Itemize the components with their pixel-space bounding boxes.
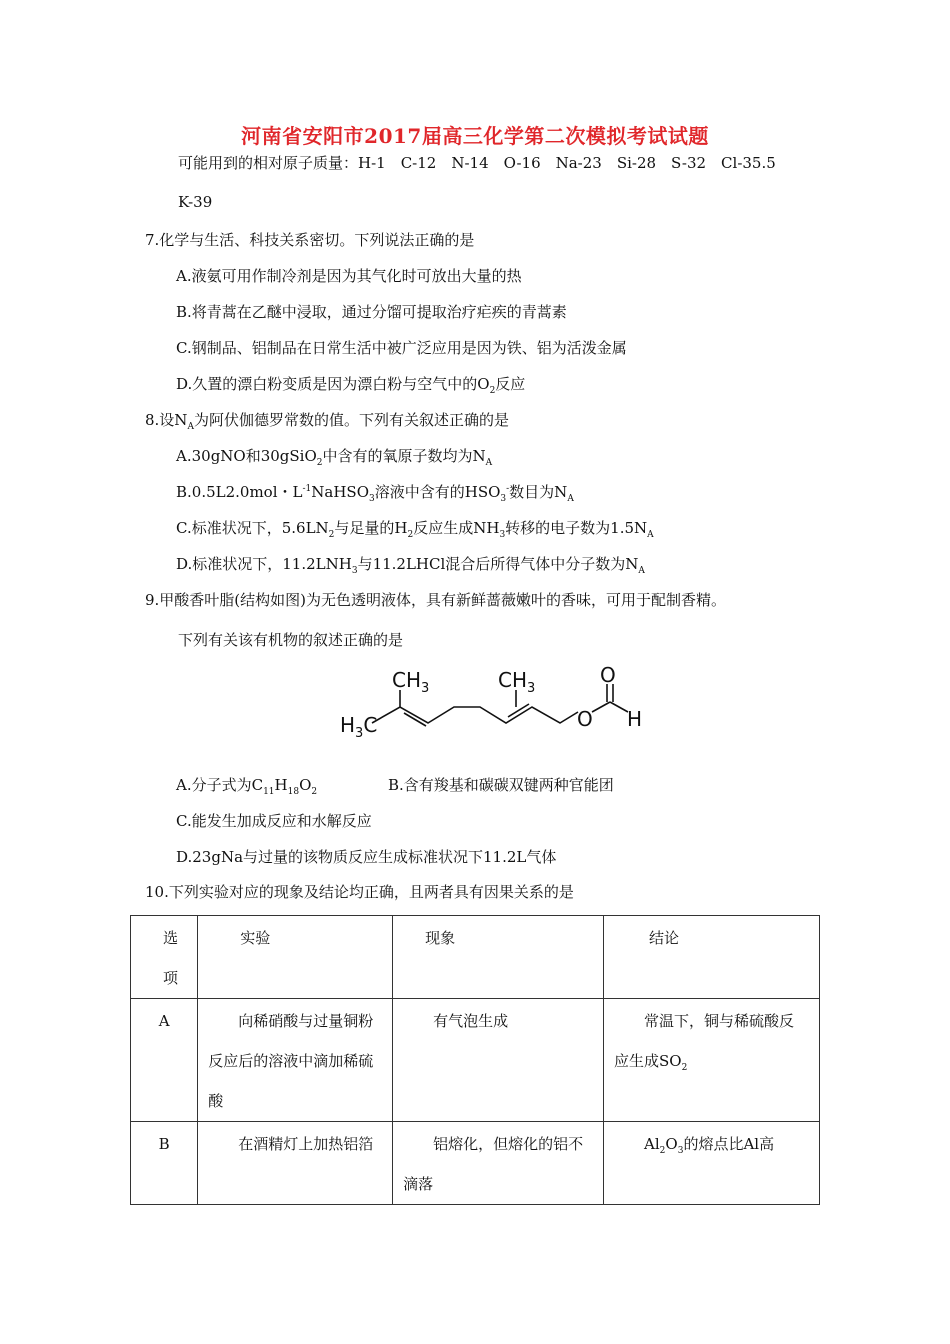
table-row xyxy=(131,999,820,1122)
q8-c-1: C.标准状况下，5.6LN xyxy=(176,519,329,537)
atomic-masses-line2: K-39 xyxy=(178,193,213,211)
q8-d-1: D.标准状况下，11.2LNH xyxy=(176,555,352,573)
q8-b-2: -1 xyxy=(302,484,312,494)
header-option xyxy=(131,916,198,999)
q8-c-8: A xyxy=(647,530,654,540)
row-b-conclusion-b: O xyxy=(665,1135,678,1153)
q8-b-3: NaHSO xyxy=(311,483,369,501)
q8-a-3: 中含有的氧原子数均为N xyxy=(322,447,486,465)
q7-option-d-post: 反应 xyxy=(495,375,526,393)
row-a-option xyxy=(131,999,198,1122)
row-a-phenomenon-text: 有气泡生成 xyxy=(433,1012,509,1030)
q7-option-c: C.钢制品、铝制品在日常生活中被广泛应用是因为铁、铝为活泼金属 xyxy=(176,339,627,357)
row-a-conclusion-pre: 常温下，铜与稀硫酸反应生成SO xyxy=(614,1012,795,1070)
q7-option-b: B.将青蒿在乙醚中浸取，通过分馏可提取治疗疟疾的青蒿素 xyxy=(176,303,567,321)
row-b-conclusion-sub1: 2 xyxy=(659,1146,666,1156)
ch3-label-2: $CH_3$ xyxy=(498,668,536,696)
ester-o-label: O xyxy=(577,707,593,731)
h3c-label: $H_3C$ xyxy=(340,713,378,741)
q8-d-4: A xyxy=(638,566,645,576)
q8-stem xyxy=(145,409,509,430)
q9-a-4: 18 xyxy=(287,787,300,797)
q9-option-c: C.能发生加成反应和水解反应 xyxy=(176,812,372,830)
q8-option-b xyxy=(176,481,574,502)
q9-stem: 9.甲酸香叶脂(结构如图)为无色透明液体，具有新鲜蔷薇嫩叶的香味，可用于配制香精。 xyxy=(145,591,727,609)
ch3-label-1: $CH_3$ xyxy=(392,668,430,696)
header-experiment xyxy=(198,916,393,999)
q8-b-9: A xyxy=(567,494,574,504)
row-b-conclusion-text xyxy=(604,1122,819,1164)
row-a-option-text: A xyxy=(158,1012,170,1030)
row-b-conclusion-a: Al xyxy=(644,1135,660,1153)
q8-b-1: B.0.5L2.0mol・L xyxy=(176,483,303,501)
row-b-phenomenon-text: 铝熔化，但熔化的铝不滴落 xyxy=(403,1135,584,1193)
q8-stem-pre: 8.设N xyxy=(145,411,188,429)
row-a-phenomenon xyxy=(393,999,604,1122)
header-experiment-text: 实验 xyxy=(240,929,271,947)
atomic-masses-line1: 可能用到的相对原子质量：H-1 C-12 N-14 O-16 Na-23 Si-28 S-32 Cl-35.5 xyxy=(178,154,776,172)
formyl-h-label: H xyxy=(627,707,643,731)
row-b-conclusion-sub2: 3 xyxy=(677,1146,684,1156)
q8-c-5: 反应生成NH xyxy=(413,519,500,537)
q8-option-c xyxy=(176,517,654,538)
q8-b-8: 数目为N xyxy=(509,483,568,501)
q9-a-3: H xyxy=(274,776,288,794)
q8-stem-post: 为阿伏伽德罗常数的值。下列有关叙述正确的是 xyxy=(193,411,509,429)
q9-option-a xyxy=(176,774,317,795)
q9-a-1: A.分子式为C xyxy=(176,776,264,794)
header-phenomenon-text: 现象 xyxy=(425,929,456,947)
q8-option-a xyxy=(176,445,492,466)
header-option-text: 选项 xyxy=(163,929,179,987)
q7-stem: 7.化学与生活、科技关系密切。下列说法正确的是 xyxy=(145,231,475,249)
q7-option-a: A.液氨可用作制冷剂是因为其气化时可放出大量的热 xyxy=(176,267,522,285)
q8-option-d xyxy=(176,553,645,574)
q8-c-7: 转移的电子数为1.5N xyxy=(505,519,648,537)
q8-b-7: - xyxy=(506,484,510,494)
q8-c-2: 2 xyxy=(328,530,335,540)
q9-stem2: 下列有关该有机物的叙述正确的是 xyxy=(178,631,404,649)
q10-stem: 10.下列实验对应的现象及结论均正确，且两者具有因果关系的是 xyxy=(145,883,574,901)
geranyl-formate-structure xyxy=(330,660,650,750)
header-conclusion xyxy=(604,916,820,999)
q8-b-4: 3 xyxy=(369,494,375,504)
row-b-option-text: B xyxy=(158,1135,170,1153)
q8-d-3: 与11.2LHCl混合后所得气体中分子数为N xyxy=(357,555,639,573)
row-a-experiment xyxy=(198,999,393,1122)
row-a-conclusion-text xyxy=(604,999,819,1081)
q10-table xyxy=(130,915,820,1205)
row-a-conclusion xyxy=(604,999,820,1122)
row-b-experiment xyxy=(198,1122,393,1205)
q8-c-3: 与足量的H xyxy=(334,519,408,537)
row-a-experiment-text: 向稀硝酸与过量铜粉反应后的溶液中滴加稀硫酸 xyxy=(208,1012,374,1110)
row-a-conclusion-sub: 2 xyxy=(681,1063,688,1073)
q8-a-2: 2 xyxy=(316,458,323,468)
q7-option-d xyxy=(176,373,525,394)
header-phenomenon xyxy=(393,916,604,999)
q9-a-2: 11 xyxy=(263,787,275,797)
q8-a-1: A.30gNO和30gSiO xyxy=(176,447,317,465)
q8-stem-sub: A xyxy=(187,422,194,432)
carbonyl-o-label: O xyxy=(600,663,616,687)
q7-option-d-text: D.久置的漂白粉变质是因为漂白粉与空气中的O xyxy=(176,375,490,393)
row-b-experiment-text: 在酒精灯上加热铝箔 xyxy=(238,1135,374,1153)
page-title: 河南省安阳市2017届高三化学第二次模拟考试试题 xyxy=(241,124,709,148)
q8-c-6: 3 xyxy=(499,530,506,540)
row-b-conclusion-c: 的熔点比Al高 xyxy=(683,1135,775,1153)
row-b-option xyxy=(131,1122,198,1205)
table-row xyxy=(131,1122,820,1205)
q8-b-5: 溶液中含有的HSO xyxy=(374,483,501,501)
header-conclusion-text: 结论 xyxy=(649,929,680,947)
row-b-conclusion xyxy=(604,1122,820,1205)
table-header-row xyxy=(131,916,820,999)
row-b-phenomenon xyxy=(393,1122,604,1205)
q9-option-d: D.23gNa与过量的该物质反应生成标准状况下11.2L气体 xyxy=(176,848,557,866)
q7-option-d-sub: 2 xyxy=(489,386,496,396)
q9-a-5: O xyxy=(299,776,312,794)
q9-a-6: 2 xyxy=(311,787,318,797)
q9-option-b: B.含有羧基和碳碳双键两种官能团 xyxy=(388,776,614,794)
q8-c-4: 2 xyxy=(407,530,414,540)
q8-b-6: 3 xyxy=(500,494,507,504)
q8-a-4: A xyxy=(485,458,493,468)
q8-d-2: 3 xyxy=(351,566,358,576)
